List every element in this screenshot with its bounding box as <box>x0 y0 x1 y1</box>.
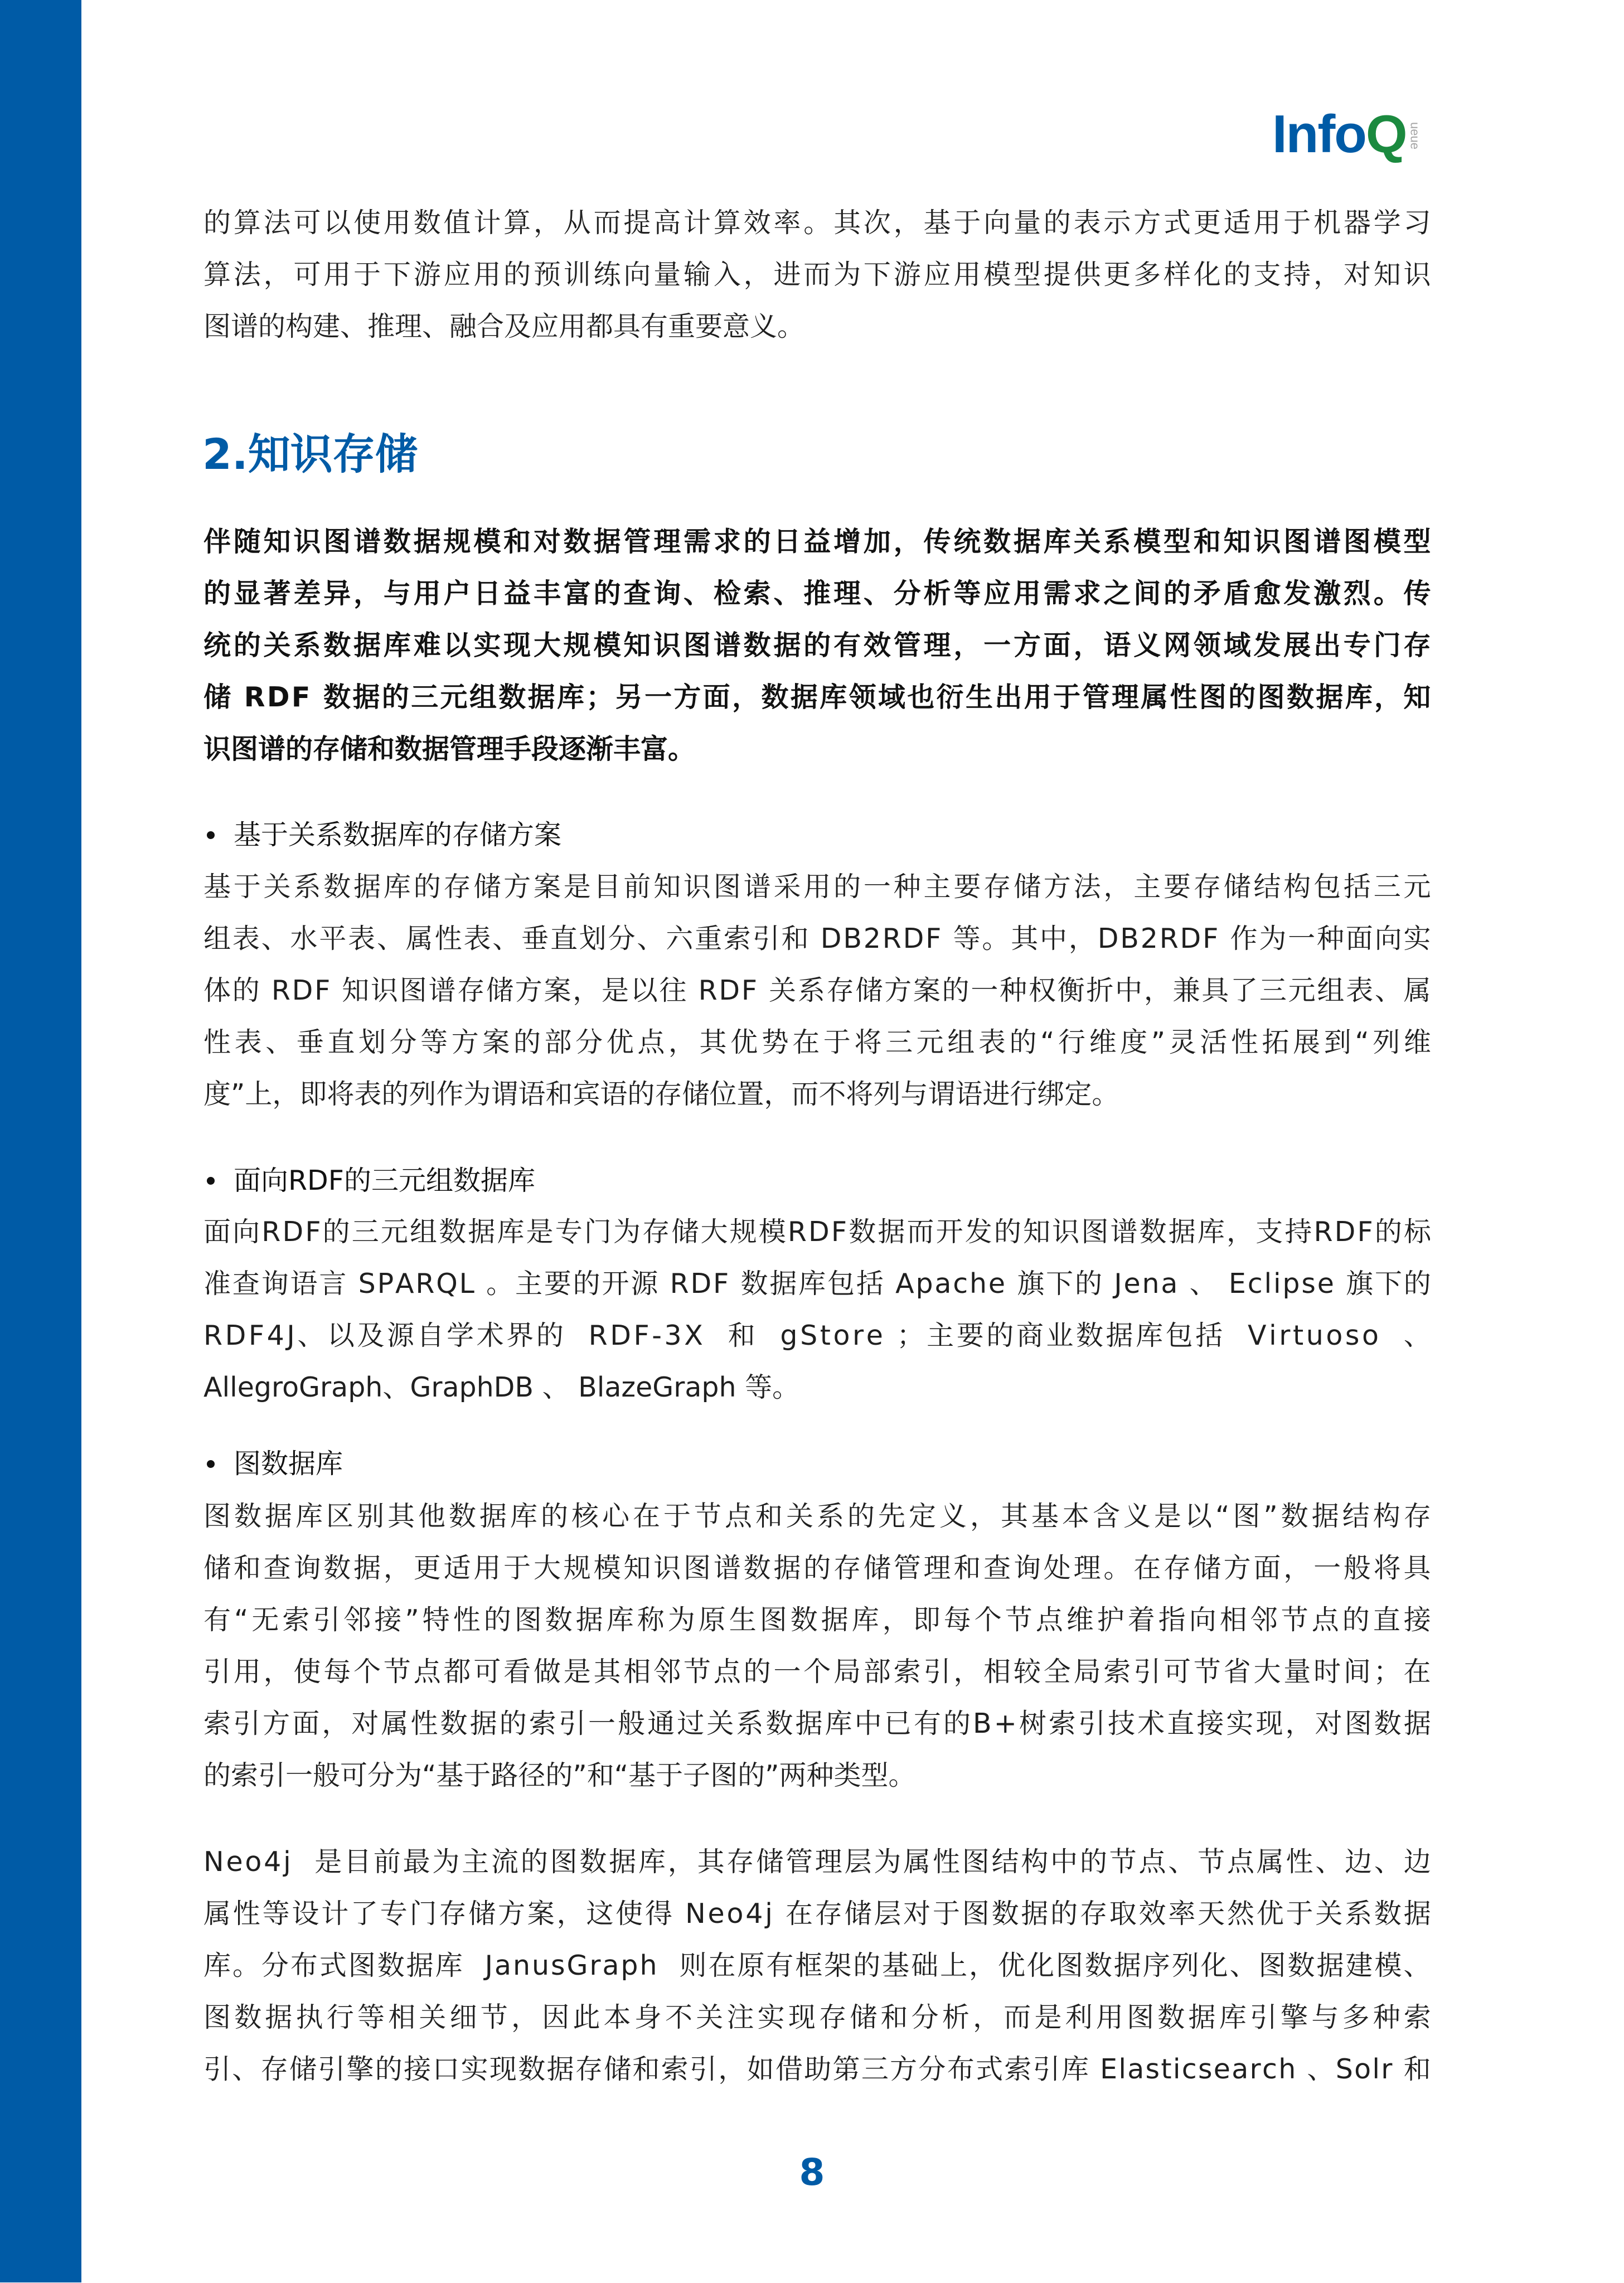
bullet-icon <box>207 831 215 839</box>
text-line: 引 用 ， 使 每 个 节 点 都 可 看 做 是 其 相 邻 节 点 的 一 个 局 部 索 引 ， 相 较 全 局 索 引 可 节 省 大 量 时 间 ； 在 <box>203 1656 1431 1688</box>
text-line: 有 “ 无 索 引 邻 接 ” 特 性 的 图 数 据 库 称 为 原 生 图 数 据 库 ， 即 每 个 节 点 维 护 着 指 向 相 邻 节 点 的 直 接 <box>203 1604 1431 1636</box>
page-number: 8 <box>799 2151 825 2194</box>
logo-info-text: Info <box>1272 104 1366 164</box>
text-line: 的索引一般可分为“基于路径的”和“基于子图的”两种类型。 <box>203 1759 916 1791</box>
text-line: 统 的 关 系 数 据 库 难 以 实 现 大 规 模 知 识 图 谱 数 据 的 有 效 管 理 ， 一 方 面 ， 语 义 网 领 域 发 展 出 专 门 存 <box>203 629 1431 661</box>
infoq-logo <box>1272 104 1422 164</box>
text-line: 组 表 、 水 平 表 、 属 性 表 、 垂 直 划 分 、 六 重 索 引 和 D B 2 R D F 等 。 其 中 ， D B 2 R D F 作 为 一 种 面 向 实 <box>203 923 1431 954</box>
bullet-heading <box>203 818 561 852</box>
text-line: N e o 4 j 是 目 前 最 为 主 流 的 图 数 据 库 ， 其 存 储 管 理 层 为 属 性 图 结 构 中 的 节 点 、 节 点 属 性 、 边 、 边 <box>203 1846 1431 1878</box>
text-line: 的 算 法 可 以 使 用 数 值 计 算 ， 从 而 提 高 计 算 效 率 。 其 次 ， 基 于 向 量 的 表 示 方 式 更 适 用 于 机 器 学 习 <box>203 207 1431 239</box>
bullet-heading-text: 基于关系数据库的存储方案 <box>234 819 562 851</box>
text-line: 图 数 据 库 区 别 其 他 数 据 库 的 核 心 在 于 节 点 和 关 系 的 先 定 义 ， 其 基 本 含 义 是 以 “ 图 ” 数 据 结 构 存 <box>203 1500 1431 1532</box>
text-line: 基 于 关 系 数 据 库 的 存 储 方 案 是 目 前 知 识 图 谱 采 用 的 一 种 主 要 存 储 方 法 ， 主 要 存 储 结 构 包 括 三 元 <box>203 871 1431 903</box>
left-brand-bar <box>0 0 81 2282</box>
text-line: 面 向 R D F 的 三 元 组 数 据 库 是 专 门 为 存 储 大 规 模 R D F 数 据 而 开 发 的 知 识 图 谱 数 据 库 ， 支 持 R D F 的 标 <box>203 1216 1431 1248</box>
text-line: 引 、 存 储 引 擎 的 接 口 实 现 数 据 存 储 和 索 引 ， 如 借 助 第 三 方 分 布 式 索 引 库 E l a s t i c s e a r c h 、 S o l r 和 <box>203 2053 1431 2085</box>
text-line: 算 法 ， 可 用 于 下 游 应 用 的 预 训 练 向 量 输 入 ， 进 而 为 下 游 应 用 模 型 提 供 更 多 样 化 的 支 持 ， 对 知 识 <box>203 259 1431 290</box>
text-line: 储 R D F 数 据 的 三 元 组 数 据 库 ； 另 一 方 面 ， 数 据 库 领 域 也 衍 生 出 用 于 管 理 属 性 图 的 图 数 据 库 ， 知 <box>203 681 1431 713</box>
text-line: 体 的 R D F 知 识 图 谱 存 储 方 案 ， 是 以 往 R D F 关 系 存 储 方 案 的 一 种 权 衡 折 中 ， 兼 具 了 三 元 组 表 、 属 <box>203 975 1431 1006</box>
section-title: 2.知识存储 <box>202 429 418 479</box>
text-line: 图谱的构建、推理、融合及应用都具有重要意义。 <box>203 311 805 342</box>
text-line: 属 性 等 设 计 了 专 门 存 储 方 案 ， 这 使 得 N e o 4 j 在 存 储 层 对 于 图 数 据 的 存 取 效 率 天 然 优 于 关 系 数 据 <box>203 1898 1431 1930</box>
logo-q-text: Q <box>1365 104 1407 164</box>
text-line: 索 引 方 面 ， 对 属 性 数 据 的 索 引 一 般 通 过 关 系 数 据 库 中 已 有 的 B + 树 索 引 技 术 直 接 实 现 ， 对 图 数 据 <box>203 1708 1431 1739</box>
bullet-heading-text: 面向RDF的三元组数据库 <box>234 1165 535 1196</box>
bullet-icon <box>207 1177 215 1185</box>
text-line: 伴 随 知 识 图 谱 数 据 规 模 和 对 数 据 管 理 需 求 的 日 益 增 加 ， 传 统 数 据 库 关 系 模 型 和 知 识 图 谱 图 模 型 <box>203 526 1431 558</box>
bullet-heading-text: 图数据库 <box>234 1448 343 1480</box>
text-line: 库 。 分 布 式 图 数 据 库 J a n u s G r a p h 则 在 原 有 框 架 的 基 础 上 ， 优 化 图 数 据 序 列 化 、 图 数 据 建 模 、 <box>203 1950 1431 1981</box>
text-line: 储 和 查 询 数 据 ， 更 适 用 于 大 规 模 知 识 图 谱 数 据 的 存 储 管 理 和 查 询 处 理 。 在 存 储 方 面 ， 一 般 将 具 <box>203 1552 1431 1584</box>
text-line: 的 显 著 差 异 ， 与 用 户 日 益 丰 富 的 查 询 、 检 索 、 推 理 、 分 析 等 应 用 需 求 之 间 的 矛 盾 愈 发 激 烈 。 传 <box>203 578 1431 609</box>
text-line: AllegroGraph、GraphDB 、 BlazeGraph 等。 <box>203 1371 800 1403</box>
bullet-icon <box>207 1460 215 1468</box>
text-line: 识图谱的存储和数据管理手段逐渐丰富。 <box>203 733 696 765</box>
text-line: 度”上，即将表的列作为谓语和宾语的存储位置，而不将列与谓语进行绑定。 <box>203 1078 1119 1110</box>
text-line: 准 查 询 语 言 S P A R Q L 。 主 要 的 开 源 R D F 数 据 库 包 括 A p a c h e 旗 下 的 J e n a 、 E c l i p s e 旗 下 的 <box>203 1268 1431 1300</box>
bullet-heading <box>203 1164 535 1198</box>
text-line: 图 数 据 执 行 等 相 关 细 节 ， 因 此 本 身 不 关 注 实 现 存 储 和 分 析 ， 而 是 利 用 图 数 据 库 引 擎 与 多 种 索 <box>203 2001 1431 2033</box>
text-line: 性 表 、 垂 直 划 分 等 方 案 的 部 分 优 点 ， 其 优 势 在 于 将 三 元 组 表 的 “ 行 维 度 ” 灵 活 性 拓 展 到 “ 列 维 <box>203 1026 1431 1058</box>
logo-queue-text: ueue <box>1408 122 1422 149</box>
bullet-heading <box>203 1447 343 1481</box>
text-line: R D F 4 J 、 以 及 源 自 学 术 界 的 R D F - 3 X 和 g S t o r e ； 主 要 的 商 业 数 据 库 包 括 V i r t u o s o 、 <box>203 1320 1431 1351</box>
